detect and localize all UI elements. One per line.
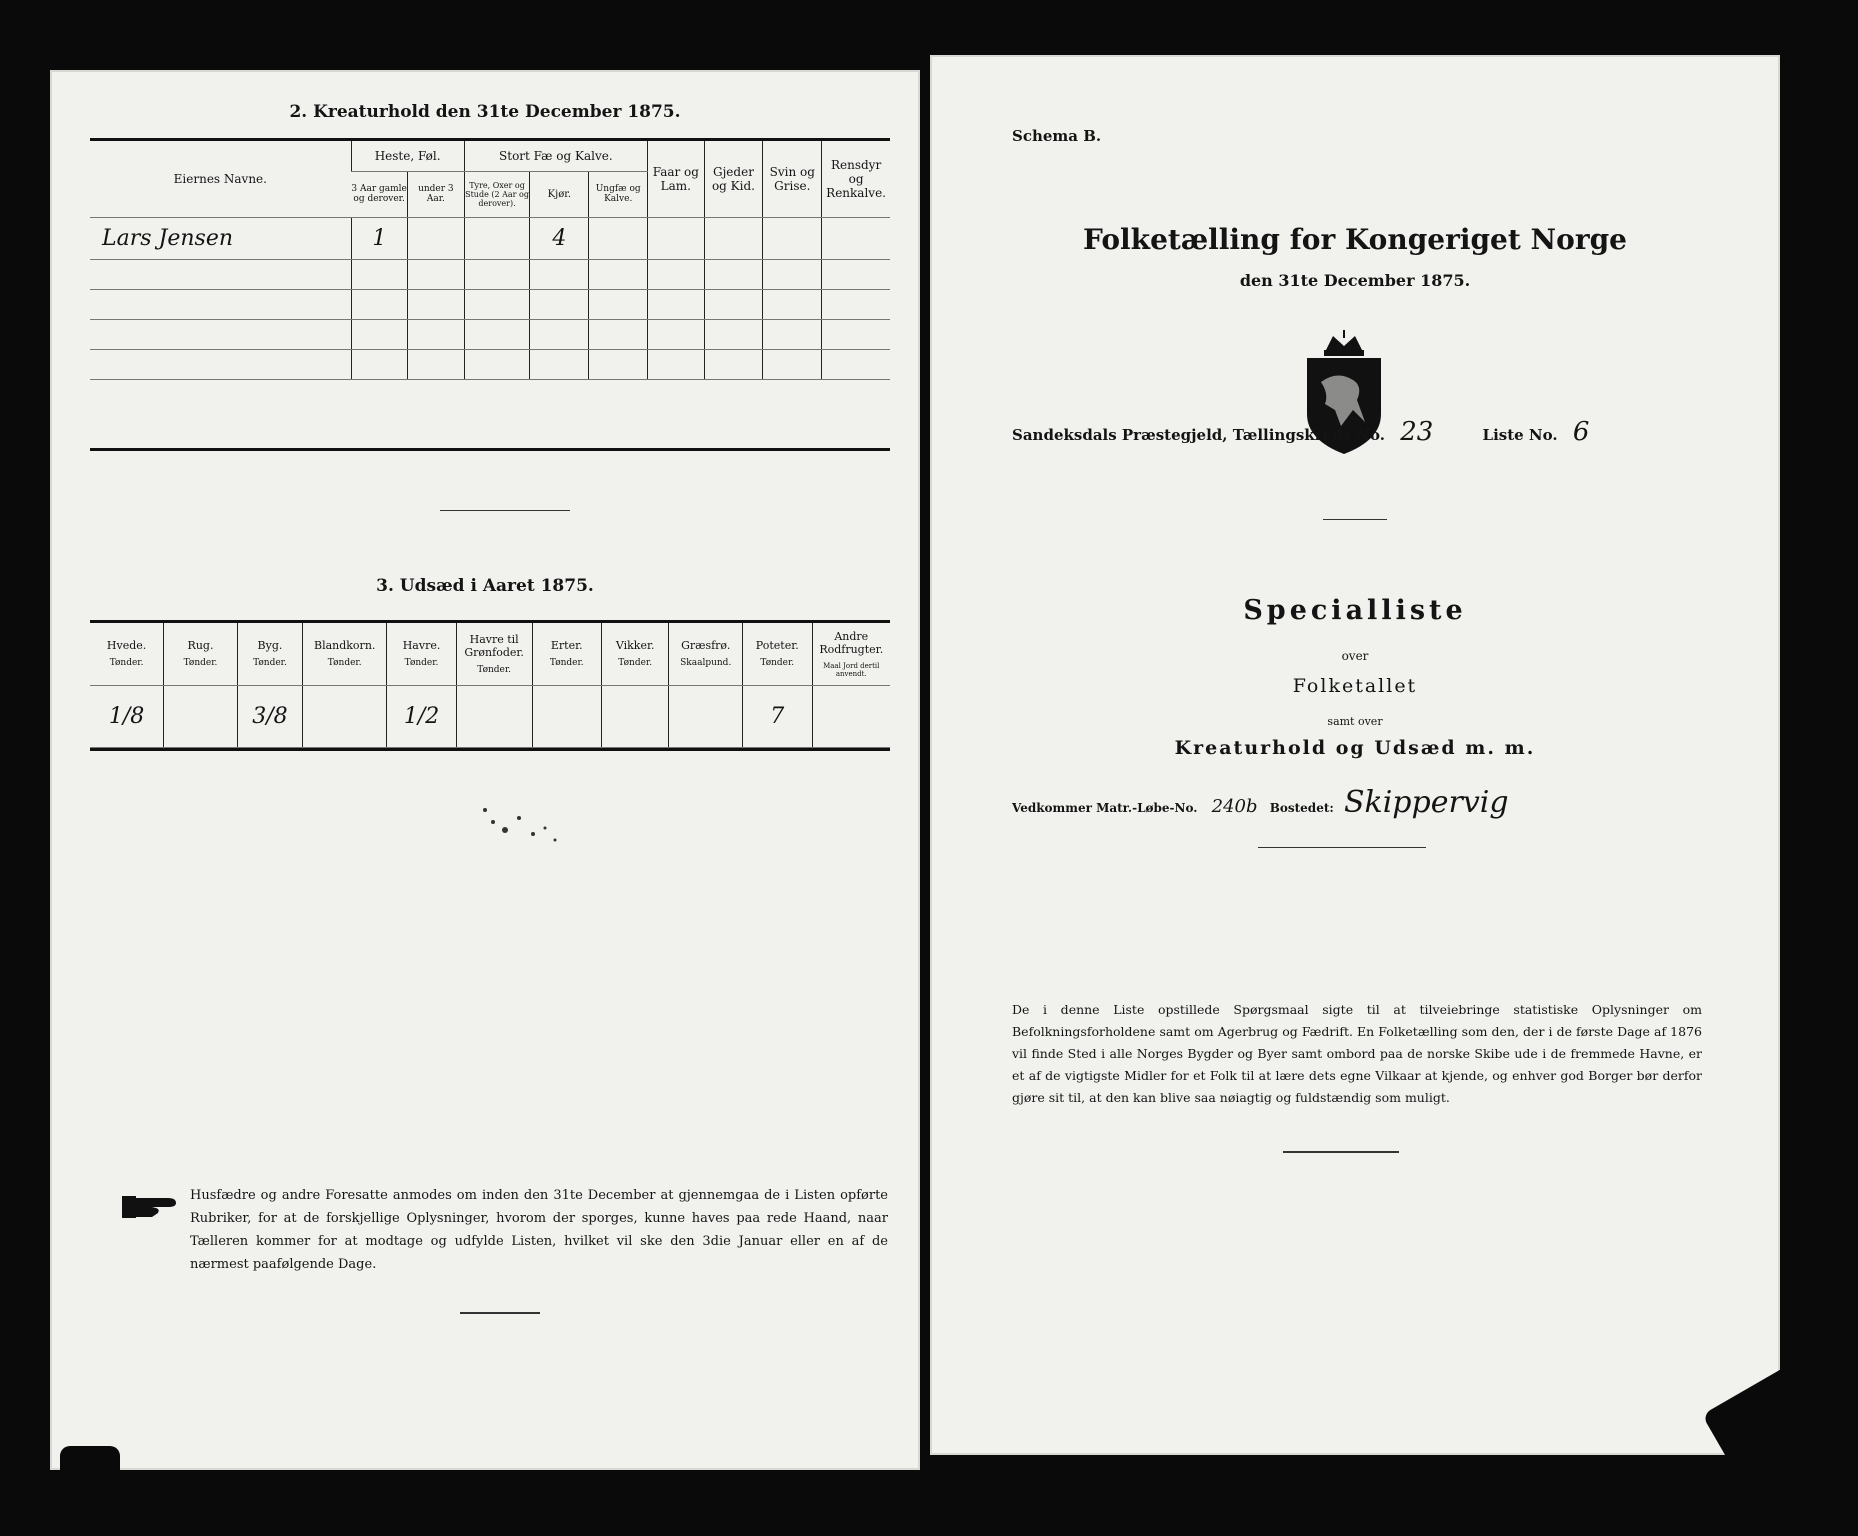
page-edge-tab — [60, 1446, 120, 1516]
district-line — [1012, 417, 1712, 447]
sowing-col-header — [743, 623, 812, 685]
sheep-cell — [648, 217, 704, 259]
sowing-col-name: Hvede. — [106, 639, 147, 653]
cattle-c-cell — [589, 217, 648, 259]
sowing-col-header — [303, 623, 387, 685]
matr-number: 240b — [1211, 796, 1258, 817]
table-row — [90, 289, 890, 319]
horses-b-header: under 3 Aar. — [408, 171, 464, 217]
sowing-col-name: Vikker. — [615, 639, 655, 653]
cattle-header: Stort Fæ og Kalve. — [464, 141, 648, 171]
goats-cell — [704, 217, 763, 259]
folketallet-heading: Folketallet — [1292, 675, 1418, 697]
pigs-header: Svin og Grise. — [763, 141, 822, 217]
sowing-col-unit: Tønder. — [109, 658, 144, 669]
sowing-col-unit: Tønder. — [549, 658, 584, 669]
sowing-col-header — [164, 623, 238, 685]
horses-header: Heste, Føl. — [351, 141, 464, 171]
notice-paragraph: Husfædre og andre Foresatte anmodes om inden den 31te December at gjennemgaa de i Listen opførte Rubriker, for at de forskjellige Oplysninger, hvorom der sporges, kunne haves paa rede Haand, naar Tælleren kommer for at modtage og udfylde Listen, hvilket vil ske den 3die Januar eller en af de nærmest paafølgende Dage. — [190, 1188, 888, 1272]
sowing-col-header — [237, 623, 302, 685]
sheep-header: Faar og Lam. — [648, 141, 704, 217]
bosted-label: Bostedet: — [1269, 801, 1334, 815]
divider — [1323, 519, 1387, 520]
sowing-value-cell: 7 — [743, 685, 812, 747]
sowing-col-header — [90, 623, 164, 685]
census-date: den 31te December 1875. — [1239, 271, 1471, 290]
census-title: Folketælling for Kongeriget Norge — [1083, 223, 1627, 256]
district-label: Sandeksdals Præstegjeld, Tællingskreds No. — [1012, 426, 1385, 444]
divider — [1258, 847, 1426, 848]
matr-label: Vedkommer Matr.-Løbe-No. — [1012, 801, 1198, 815]
sowing-col-name: Blandkorn. — [313, 639, 376, 653]
left-page — [50, 70, 920, 1470]
cattle-a-cell — [464, 217, 530, 259]
sowing-header-row — [90, 623, 890, 685]
cattle-b-cell: 4 — [530, 217, 589, 259]
sowing-col-header — [532, 623, 601, 685]
pigs-cell — [763, 217, 822, 259]
liste-label: Liste No. — [1482, 426, 1558, 444]
sowing-col-unit: Tønder. — [404, 658, 439, 669]
cattle-c-header: Ungfæ og Kalve. — [589, 171, 648, 217]
section2-title: 2. Kreaturhold den 31te December 1875. — [289, 102, 681, 122]
table2-bottom-rule — [90, 448, 890, 451]
bosted-value: Skippervig — [1343, 785, 1509, 820]
sowing-col-unit: Tønder. — [760, 658, 795, 669]
sowing-col-unit: Maal Jord dertil anvendt. — [823, 661, 880, 678]
sowing-col-unit: Tønder. — [183, 658, 218, 669]
table3-bottom-rule — [90, 748, 890, 751]
table-row — [90, 685, 890, 747]
owner-header: Eiernes Navne. — [90, 141, 351, 217]
sowing-col-name: Byg. — [257, 639, 283, 653]
info-paragraph: De i denne Liste opstillede Spørgsmaal sigte til at tilveiebringe statistiske Oplysninger om Befolkningsforholdene samt om Agerbrug og Fædrift. En Folketælling som den, der i de første Dage af 1876 vil finde Sted i alle Norges Bygder og Byer samt ombord paa de norske Skibe ude i de fremmede Havne, er et af de vigtigste Midler for et Folk til at lære dets egne Vilkaar at kjende, og enhver god Borger bør derfor gjøre sit til, at den kan blive saa nøiagtig og fuldstændig som muligt. — [1012, 1002, 1702, 1105]
pointing-hand-icon — [122, 1192, 178, 1220]
sowing-col-unit: Tønder. — [327, 658, 362, 669]
sowing-col-unit: Tønder. — [618, 658, 653, 669]
sowing-col-name: Græsfrø. — [681, 639, 731, 653]
right-page — [930, 55, 1780, 1455]
sowing-value-cell: 1/8 — [90, 685, 164, 747]
section3-title: 3. Udsæd i Aaret 1875. — [376, 576, 594, 596]
sowing-col-header — [669, 623, 743, 685]
bottom-divider — [1283, 1151, 1399, 1153]
sowing-col-header — [602, 623, 669, 685]
livestock-table — [90, 141, 890, 380]
kreaturhold-heading: Kreaturhold og Udsæd m. m. — [1174, 737, 1536, 759]
table-row — [90, 349, 890, 379]
sowing-col-unit: Tønder. — [253, 658, 287, 669]
liste-number: 6 — [1572, 417, 1590, 447]
horses-a-header: 3 Aar gamle og derover. — [351, 171, 407, 217]
sowing-col-unit: Skaalpund. — [680, 658, 732, 669]
sowing-value-cell: 1/2 — [387, 685, 456, 747]
divider — [440, 510, 570, 511]
sowing-value-cell — [456, 685, 532, 747]
sowing-col-header — [456, 623, 532, 685]
sowing-value-cell — [164, 685, 238, 747]
sowing-col-name: Havre til Grønfoder. — [464, 632, 524, 659]
sowing-value-cell — [812, 685, 890, 747]
schema-label: Schema B. — [1012, 127, 1102, 145]
sowing-value-cell — [602, 685, 669, 747]
sowing-col-header — [812, 623, 890, 685]
sowing-col-name: Erter. — [550, 639, 583, 653]
cattle-b-header: Kjør. — [530, 171, 589, 217]
horses-a-cell: 1 — [351, 217, 407, 259]
sowing-table — [90, 623, 890, 748]
ink-specks — [475, 800, 565, 850]
specialliste-heading: Specialliste — [1243, 595, 1467, 626]
owner-name-cell: Lars Jensen — [90, 217, 351, 259]
reindeer-cell — [822, 217, 890, 259]
table-row — [90, 217, 890, 259]
table-row — [90, 319, 890, 349]
samt-over-text: samt over — [1327, 715, 1383, 728]
property-line — [1012, 785, 1712, 820]
sowing-col-name: Rug. — [187, 639, 214, 653]
sowing-value-cell — [669, 685, 743, 747]
sowing-value-cell — [303, 685, 387, 747]
reindeer-header: Rensdyr og Renkalve. — [822, 141, 890, 217]
sowing-col-name: Andre Rodfrugter. — [819, 629, 884, 656]
sowing-value-cell — [532, 685, 601, 747]
table-row — [90, 259, 890, 289]
over-text-1: over — [1341, 649, 1369, 663]
cattle-a-header: Tyre, Oxer og Stude (2 Aar og derover). — [464, 171, 530, 217]
sowing-col-name: Poteter. — [755, 639, 799, 653]
district-number: 23 — [1400, 417, 1434, 447]
goats-header: Gjeder og Kid. — [704, 141, 763, 217]
sowing-value-cell: 3/8 — [237, 685, 302, 747]
bottom-divider — [460, 1312, 540, 1314]
sowing-col-unit: Tønder. — [477, 664, 512, 675]
sowing-col-name: Havre. — [402, 639, 441, 653]
sowing-col-header — [387, 623, 456, 685]
horses-b-cell — [408, 217, 464, 259]
